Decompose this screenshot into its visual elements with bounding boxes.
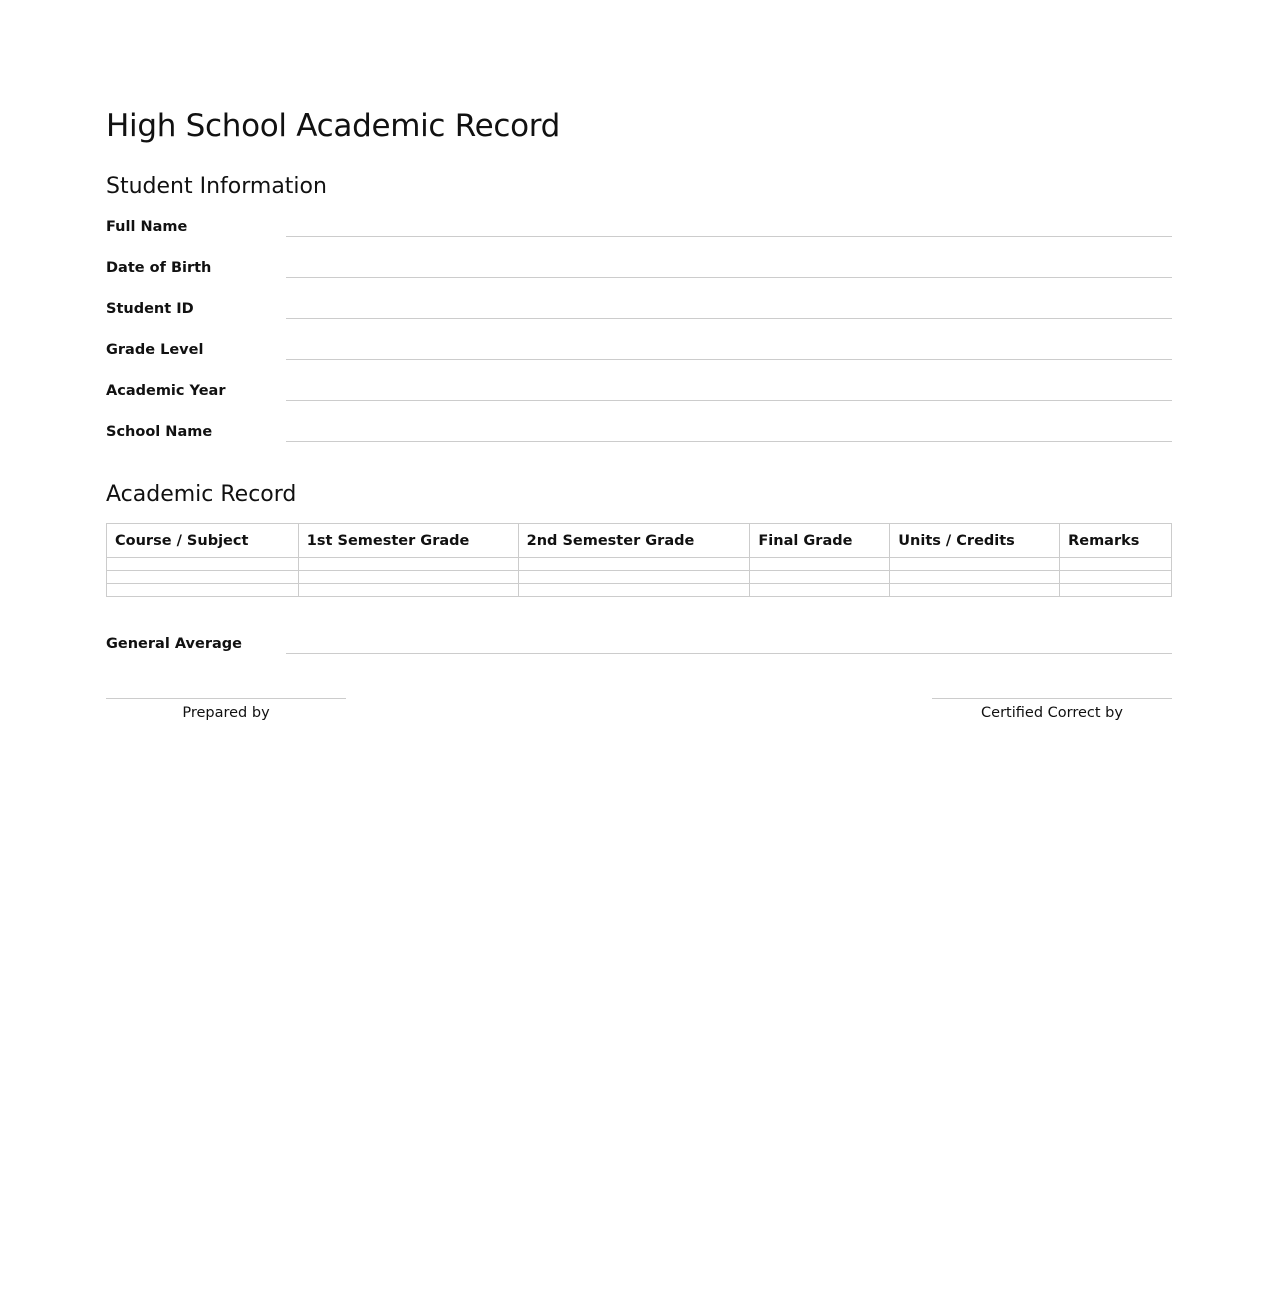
table-cell[interactable]: [750, 584, 890, 597]
table-row: [107, 584, 1172, 597]
certified-by-signature: Certified Correct by: [932, 698, 1172, 721]
field-input-line[interactable]: [286, 441, 1172, 442]
table-cell[interactable]: [750, 571, 890, 584]
table-cell[interactable]: [518, 571, 750, 584]
field-label: Academic Year: [106, 383, 226, 399]
column-header: Final Grade: [750, 524, 890, 558]
table-cell[interactable]: [890, 571, 1060, 584]
field-label: Grade Level: [106, 342, 204, 358]
column-header: Units / Credits: [890, 524, 1060, 558]
academic-record-table: [106, 523, 1172, 597]
column-header: 1st Semester Grade: [298, 524, 518, 558]
field-input-line[interactable]: [286, 236, 1172, 237]
academic-record-heading: Academic Record: [106, 482, 297, 507]
table-cell[interactable]: [518, 584, 750, 597]
field-student-id[interactable]: [106, 297, 1172, 338]
field-input-line[interactable]: [286, 359, 1172, 360]
field-label: General Average: [106, 636, 242, 652]
field-general-average[interactable]: [106, 632, 1172, 673]
table-cell[interactable]: [107, 571, 299, 584]
field-label: Date of Birth: [106, 260, 212, 276]
table-cell[interactable]: [890, 584, 1060, 597]
table-row: [107, 571, 1172, 584]
table-cell[interactable]: [298, 558, 518, 571]
table-cell[interactable]: [107, 584, 299, 597]
prepared-by-signature: Prepared by: [106, 698, 346, 721]
field-input-line[interactable]: [286, 400, 1172, 401]
field-input-line[interactable]: [286, 653, 1172, 654]
field-grade-level[interactable]: [106, 338, 1172, 379]
field-label: Full Name: [106, 219, 188, 235]
column-header: Course / Subject: [107, 524, 299, 558]
table-header-row: [107, 524, 1172, 558]
table-cell[interactable]: [1060, 558, 1172, 571]
field-label: School Name: [106, 424, 213, 440]
field-date-of-birth[interactable]: [106, 256, 1172, 297]
column-header: 2nd Semester Grade: [518, 524, 750, 558]
table-cell[interactable]: [107, 558, 299, 571]
table-cell[interactable]: [890, 558, 1060, 571]
column-header: Remarks: [1060, 524, 1172, 558]
table-cell[interactable]: [1060, 571, 1172, 584]
field-input-line[interactable]: [286, 318, 1172, 319]
table-cell[interactable]: [518, 558, 750, 571]
field-input-line[interactable]: [286, 277, 1172, 278]
table-cell[interactable]: [1060, 584, 1172, 597]
field-academic-year[interactable]: [106, 379, 1172, 420]
field-label: Student ID: [106, 301, 194, 317]
field-school-name[interactable]: [106, 420, 1172, 461]
table-cell[interactable]: [750, 558, 890, 571]
table-cell[interactable]: [298, 584, 518, 597]
table-cell[interactable]: [298, 571, 518, 584]
student-info-heading: Student Information: [106, 174, 327, 199]
field-full-name[interactable]: [106, 215, 1172, 256]
page-title: High School Academic Record: [106, 108, 561, 144]
table-row: [107, 558, 1172, 571]
